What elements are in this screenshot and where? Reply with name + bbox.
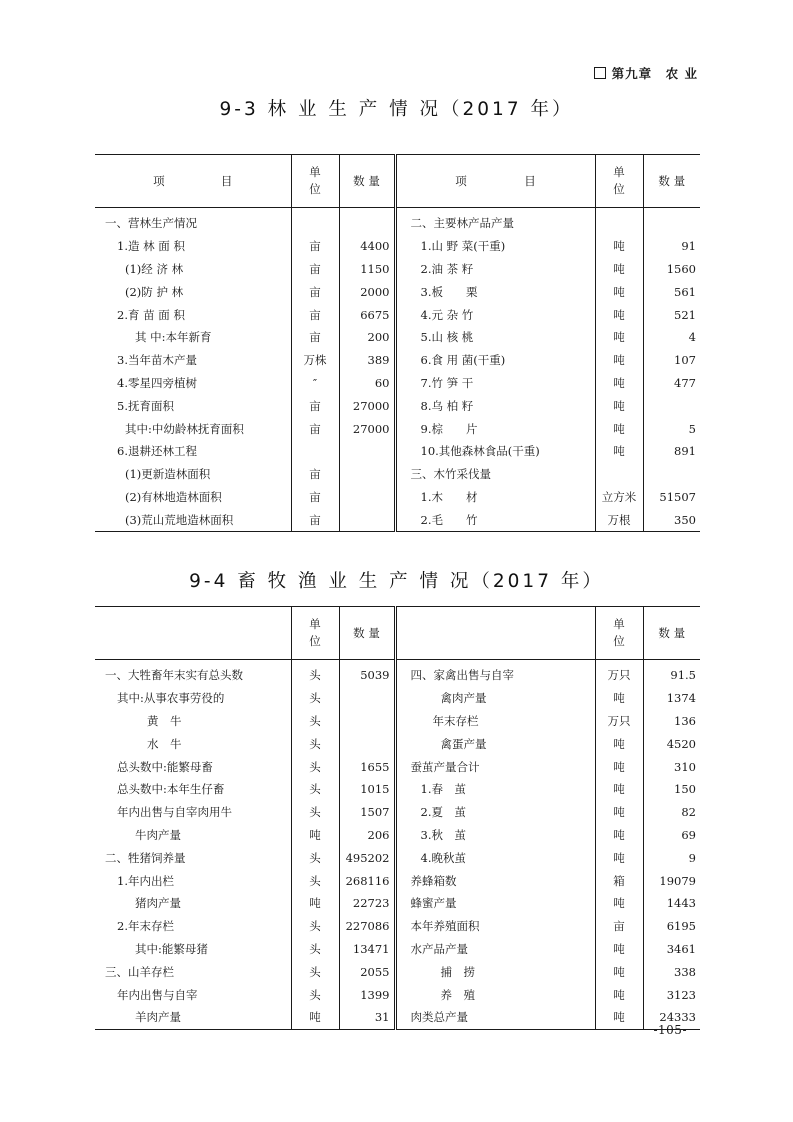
row-unit: 吨 xyxy=(595,801,643,824)
row-unit: 吨 xyxy=(595,303,643,326)
row-quantity: 350 xyxy=(643,508,700,531)
row-item-label: 9.棕 片 xyxy=(395,417,595,440)
row-item-label: 捕 捞 xyxy=(395,960,595,983)
row-item-label: 猪肉产量 xyxy=(135,896,181,911)
row-unit: 吨 xyxy=(595,938,643,961)
column-header-unit: 单 位 xyxy=(595,607,643,660)
row-item-label: 蜂蜜产量 xyxy=(395,892,595,915)
row-quantity: 1560 xyxy=(643,258,700,281)
row-quantity: 13471 xyxy=(339,938,395,961)
row-quantity: 9 xyxy=(643,846,700,869)
row-unit: 箱 xyxy=(595,869,643,892)
row-item-label: (1)经 济 林 xyxy=(125,261,184,276)
row-unit: 吨 xyxy=(595,280,643,303)
table-row xyxy=(95,660,700,687)
table-row xyxy=(95,508,700,531)
row-quantity: 200 xyxy=(339,326,395,349)
row-item-label: 年内出售与自宰 xyxy=(117,987,198,1002)
table-row xyxy=(95,208,700,235)
row-unit: 吨 xyxy=(595,778,643,801)
row-unit: 吨 xyxy=(291,824,339,847)
table-row xyxy=(95,326,700,349)
row-quantity xyxy=(339,687,395,710)
row-item-label: 4.晚秋茧 xyxy=(395,846,595,869)
row-item-label: 二、牲猪饲养量 xyxy=(105,850,186,865)
row-quantity: 4520 xyxy=(643,732,700,755)
row-quantity: 561 xyxy=(643,280,700,303)
table-row xyxy=(95,1006,700,1029)
row-quantity: 1655 xyxy=(339,755,395,778)
row-item-label: 四、家禽出售与自宰 xyxy=(395,660,595,687)
row-item-label: 2.油 茶 籽 xyxy=(395,258,595,281)
row-quantity: 107 xyxy=(643,349,700,372)
row-item-label: 2.毛 竹 xyxy=(395,508,595,531)
row-quantity: 477 xyxy=(643,372,700,395)
row-item-label: 肉类总产量 xyxy=(395,1006,595,1029)
table-row xyxy=(95,440,700,463)
row-quantity: 60 xyxy=(339,372,395,395)
row-unit: 吨 xyxy=(595,1006,643,1029)
row-quantity: 31 xyxy=(339,1006,395,1029)
table-row xyxy=(95,892,700,915)
row-unit: 吨 xyxy=(595,960,643,983)
row-unit: 吨 xyxy=(595,326,643,349)
row-unit: 亩 xyxy=(291,326,339,349)
row-unit xyxy=(595,208,643,235)
row-item-label: 水 牛 xyxy=(147,736,182,751)
column-header-quantity: 数 量 xyxy=(643,607,700,660)
row-item-label: 3.板 栗 xyxy=(395,280,595,303)
column-header-item xyxy=(395,607,595,660)
table-row xyxy=(95,732,700,755)
square-box-icon xyxy=(594,67,606,79)
row-item-label: 禽肉产量 xyxy=(395,687,595,710)
row-quantity: 6195 xyxy=(643,915,700,938)
row-unit: 吨 xyxy=(595,824,643,847)
table-row xyxy=(95,463,700,486)
row-item-label: 6.退耕还林工程 xyxy=(117,444,197,459)
table-row xyxy=(95,755,700,778)
row-unit: 头 xyxy=(291,801,339,824)
row-unit: 头 xyxy=(291,960,339,983)
table-row xyxy=(95,349,700,372)
table-row xyxy=(95,710,700,733)
row-quantity: 136 xyxy=(643,710,700,733)
row-item-label: 三、木竹采伐量 xyxy=(395,463,595,486)
row-quantity xyxy=(643,394,700,417)
row-item-label: 一、大牲畜年末实有总头数 xyxy=(105,668,243,683)
row-unit: 亩 xyxy=(291,235,339,258)
row-unit: 吨 xyxy=(595,892,643,915)
row-item-label: 三、山羊存栏 xyxy=(105,964,174,979)
row-quantity: 51507 xyxy=(643,486,700,509)
row-unit: 亩 xyxy=(291,486,339,509)
column-header-item: 项 目 xyxy=(95,155,291,208)
table-row xyxy=(95,869,700,892)
row-unit: 万株 xyxy=(291,349,339,372)
row-item-label: (2)防 护 林 xyxy=(125,284,184,299)
row-quantity xyxy=(643,463,700,486)
row-item-label: 一、营林生产情况 xyxy=(105,216,197,231)
row-unit: 吨 xyxy=(291,892,339,915)
row-unit: 亩 xyxy=(291,394,339,417)
row-quantity: 2055 xyxy=(339,960,395,983)
row-quantity: 1399 xyxy=(339,983,395,1006)
row-quantity: 521 xyxy=(643,303,700,326)
chapter-label: 第九章 农 业 xyxy=(611,66,698,81)
row-quantity xyxy=(339,208,395,235)
row-unit: 吨 xyxy=(595,417,643,440)
row-quantity: 91 xyxy=(643,235,700,258)
row-unit: 头 xyxy=(291,687,339,710)
row-quantity: 2000 xyxy=(339,280,395,303)
row-unit: 头 xyxy=(291,846,339,869)
row-item-label: 10.其他森林食品(干重) xyxy=(395,440,595,463)
row-item-label: 1.造 林 面 积 xyxy=(117,239,185,254)
row-quantity xyxy=(339,440,395,463)
row-quantity xyxy=(339,710,395,733)
row-quantity: 82 xyxy=(643,801,700,824)
row-unit: 立方米 xyxy=(595,486,643,509)
table-row xyxy=(95,824,700,847)
row-quantity: 19079 xyxy=(643,869,700,892)
row-item-label: 2.育 苗 面 积 xyxy=(117,307,185,322)
row-quantity: 1374 xyxy=(643,687,700,710)
row-unit: 吨 xyxy=(595,235,643,258)
row-unit: 头 xyxy=(291,778,339,801)
row-item-label: 5.抚育面积 xyxy=(117,398,174,413)
row-unit: 亩 xyxy=(595,915,643,938)
row-quantity: 27000 xyxy=(339,417,395,440)
row-quantity: 22723 xyxy=(339,892,395,915)
row-item-label: 羊肉产量 xyxy=(135,1010,181,1025)
row-quantity: 27000 xyxy=(339,394,395,417)
row-item-label: 5.山 核 桃 xyxy=(395,326,595,349)
table-header-row xyxy=(95,155,700,208)
row-quantity: 310 xyxy=(643,755,700,778)
table-row xyxy=(95,394,700,417)
row-unit: 万只 xyxy=(595,660,643,687)
row-unit: 亩 xyxy=(291,463,339,486)
table-row xyxy=(95,960,700,983)
row-quantity: 1015 xyxy=(339,778,395,801)
table-row xyxy=(95,801,700,824)
row-item-label: 禽蛋产量 xyxy=(395,732,595,755)
row-unit xyxy=(595,463,643,486)
row-quantity xyxy=(339,732,395,755)
row-item-label: 年内出售与自宰肉用牛 xyxy=(117,805,232,820)
row-unit: 头 xyxy=(291,660,339,687)
row-item-label: 4.元 杂 竹 xyxy=(395,303,595,326)
row-unit: 吨 xyxy=(595,687,643,710)
row-quantity xyxy=(643,208,700,235)
row-unit: 亩 xyxy=(291,417,339,440)
row-item-label: (1)更新造林面积 xyxy=(125,467,211,482)
row-item-label: 1.山 野 菜(干重) xyxy=(395,235,595,258)
row-item-label: 总头数中:本年生仔畜 xyxy=(117,782,225,797)
table-title-forestry: 9-3 林 业 生 产 情 况（2017 年） xyxy=(219,99,574,120)
row-quantity: 3461 xyxy=(643,938,700,961)
row-item-label: 蚕茧产量合计 xyxy=(395,755,595,778)
row-item-label: 其中:中幼龄林抚育面积 xyxy=(125,421,244,436)
row-item-label: 本年养殖面积 xyxy=(395,915,595,938)
table-row xyxy=(95,915,700,938)
row-item-label: 4.零星四旁植树 xyxy=(117,375,197,390)
row-quantity: 1443 xyxy=(643,892,700,915)
row-unit: 头 xyxy=(291,869,339,892)
row-quantity xyxy=(339,463,395,486)
page-number: -105- xyxy=(653,1023,687,1037)
row-item-label: 其 中:本年新育 xyxy=(135,330,212,345)
row-quantity: 150 xyxy=(643,778,700,801)
row-unit: 吨 xyxy=(595,732,643,755)
row-quantity: 24333 xyxy=(643,1006,700,1029)
table-row xyxy=(95,846,700,869)
row-item-label: 8.乌 柏 籽 xyxy=(395,394,595,417)
row-quantity: 206 xyxy=(339,824,395,847)
row-quantity: 1507 xyxy=(339,801,395,824)
column-header-quantity: 数 量 xyxy=(339,155,395,208)
chapter-header xyxy=(594,64,698,82)
table-row xyxy=(95,486,700,509)
row-unit: 头 xyxy=(291,732,339,755)
column-header-unit: 单 位 xyxy=(291,607,339,660)
table-row xyxy=(95,983,700,1006)
row-unit: 吨 xyxy=(595,394,643,417)
table-row xyxy=(95,280,700,303)
row-unit: 吨 xyxy=(595,349,643,372)
row-item-label: 养蜂箱数 xyxy=(395,869,595,892)
row-item-label: (3)荒山荒地造林面积 xyxy=(125,512,234,527)
row-item-label: 2.夏 茧 xyxy=(395,801,595,824)
table-row xyxy=(95,778,700,801)
row-item-label: 2.年末存栏 xyxy=(117,919,174,934)
row-quantity: 4400 xyxy=(339,235,395,258)
row-unit: 亩 xyxy=(291,258,339,281)
row-quantity: 227086 xyxy=(339,915,395,938)
row-unit: 吨 xyxy=(595,846,643,869)
row-quantity xyxy=(339,486,395,509)
row-unit: 头 xyxy=(291,755,339,778)
row-item-label: 牛肉产量 xyxy=(135,827,181,842)
row-item-label: (2)有林地造林面积 xyxy=(125,489,222,504)
row-quantity: 3123 xyxy=(643,983,700,1006)
column-header-unit: 单 位 xyxy=(291,155,339,208)
row-quantity: 5039 xyxy=(339,660,395,687)
row-quantity: 268116 xyxy=(339,869,395,892)
row-unit xyxy=(291,440,339,463)
table-title-livestock: 9-4 畜 牧 渔 业 生 产 情 况（2017 年） xyxy=(189,571,604,592)
row-unit: 头 xyxy=(291,710,339,733)
table-row xyxy=(95,938,700,961)
row-item-label: 3.当年苗木产量 xyxy=(117,353,197,368)
row-quantity: 4 xyxy=(643,326,700,349)
forestry-table xyxy=(95,154,700,532)
row-unit: 吨 xyxy=(595,258,643,281)
row-quantity: 495202 xyxy=(339,846,395,869)
table-row xyxy=(95,417,700,440)
livestock-table xyxy=(95,606,700,1030)
table-row xyxy=(95,258,700,281)
row-unit: 头 xyxy=(291,983,339,1006)
row-unit xyxy=(291,208,339,235)
row-unit: 亩 xyxy=(291,280,339,303)
row-item-label: 黄 牛 xyxy=(147,713,182,728)
row-unit: 头 xyxy=(291,915,339,938)
row-item-label: 1.年内出栏 xyxy=(117,873,174,888)
row-quantity: 69 xyxy=(643,824,700,847)
row-unit: 亩 xyxy=(291,508,339,531)
row-unit: 吨 xyxy=(595,372,643,395)
row-quantity: 1150 xyxy=(339,258,395,281)
row-unit: 万根 xyxy=(595,508,643,531)
column-header-item: 项 目 xyxy=(395,155,595,208)
row-quantity: 338 xyxy=(643,960,700,983)
row-item-label: 7.竹 笋 干 xyxy=(395,372,595,395)
row-unit: 亩 xyxy=(291,303,339,326)
row-unit: 吨 xyxy=(595,440,643,463)
row-item-label: 养 殖 xyxy=(395,983,595,1006)
table-row xyxy=(95,687,700,710)
row-item-label: 其中:能繁母猪 xyxy=(135,941,208,956)
row-item-label: 6.食 用 菌(干重) xyxy=(395,349,595,372)
row-quantity: 91.5 xyxy=(643,660,700,687)
table-row xyxy=(95,303,700,326)
row-item-label: 总头数中:能繁母畜 xyxy=(117,759,213,774)
column-header-item xyxy=(95,607,291,660)
row-item-label: 1.木 材 xyxy=(395,486,595,509)
row-item-label: 二、主要林产品产量 xyxy=(395,208,595,235)
row-unit: ″ xyxy=(291,372,339,395)
row-unit: 吨 xyxy=(595,755,643,778)
table-header-row xyxy=(95,607,700,660)
row-quantity: 389 xyxy=(339,349,395,372)
row-quantity: 891 xyxy=(643,440,700,463)
row-unit: 头 xyxy=(291,938,339,961)
row-item-label: 其中:从事农事劳役的 xyxy=(117,691,225,706)
row-item-label: 1.春 茧 xyxy=(395,778,595,801)
row-unit: 万只 xyxy=(595,710,643,733)
table-row xyxy=(95,372,700,395)
row-quantity: 6675 xyxy=(339,303,395,326)
row-unit: 吨 xyxy=(291,1006,339,1029)
column-header-quantity: 数 量 xyxy=(339,607,395,660)
row-unit: 吨 xyxy=(595,983,643,1006)
row-item-label: 年末存栏 xyxy=(395,710,595,733)
row-item-label: 3.秋 茧 xyxy=(395,824,595,847)
table-row xyxy=(95,235,700,258)
column-header-unit: 单 位 xyxy=(595,155,643,208)
row-item-label: 水产品产量 xyxy=(395,938,595,961)
row-quantity xyxy=(339,508,395,531)
row-quantity: 5 xyxy=(643,417,700,440)
column-header-quantity: 数 量 xyxy=(643,155,700,208)
